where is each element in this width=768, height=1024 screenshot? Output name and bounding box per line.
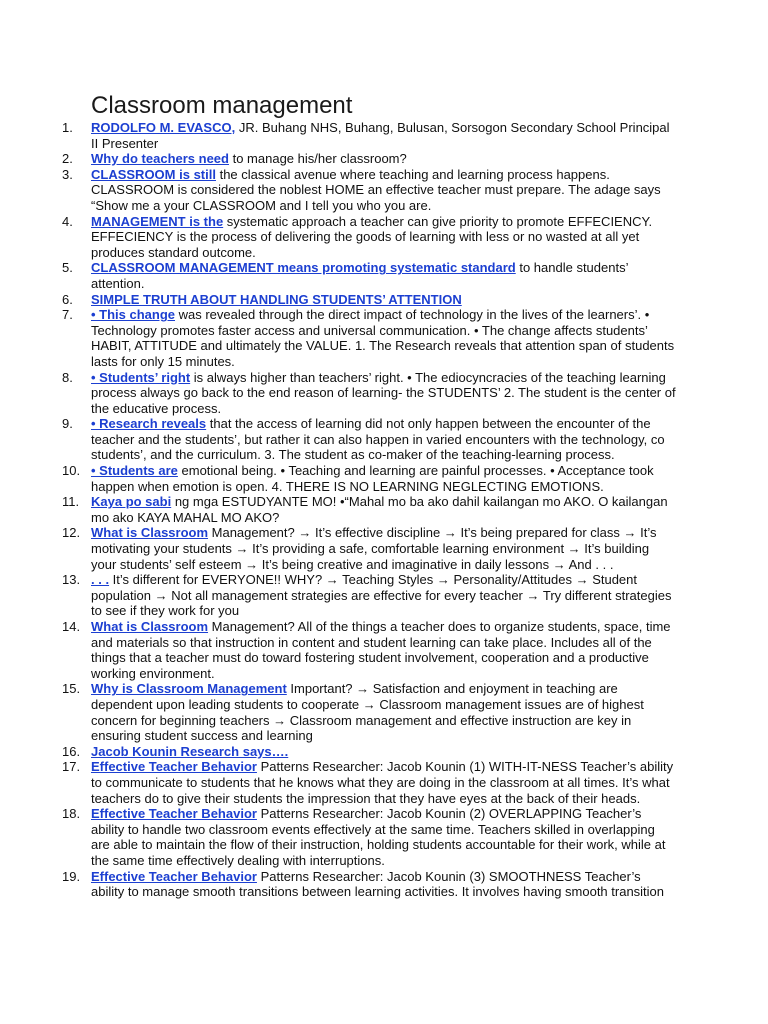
list-item-number	[56, 572, 86, 588]
slide-link[interactable]: • Research reveals	[91, 416, 207, 432]
list-item	[56, 494, 676, 525]
slide-link[interactable]: RODOLFO M. EVASCO,	[91, 120, 236, 135]
list-item-number	[56, 370, 86, 386]
list-item-number	[56, 167, 86, 183]
list-item	[56, 572, 676, 619]
list-item-number	[56, 416, 86, 432]
list-item-number-text: 11.	[62, 494, 80, 510]
list-item-number	[56, 307, 86, 323]
list-item-text: Patterns Researcher: Jacob Kounin (1) WITH-IT-NESS Teacher’s ability to communicate to students that he knows what they are doing in the classroom at all times. It’s what teachers do to give their students the impression that they have eyes at the back of their heads.	[91, 759, 674, 806]
list-item-number-text: 17.	[62, 759, 81, 775]
slide-link[interactable]: CLASSROOM is still	[91, 166, 216, 182]
list-item-number-text: 13.	[62, 572, 81, 588]
list-item-text: is always higher than teachers’ right. • The ediocyncracies of the teaching learning process always go back to the end reason of learning- the STUDENTS’ 2. The student is the center of the educative process.	[91, 369, 676, 416]
slide-link[interactable]: • Students are	[91, 463, 178, 479]
list-item	[56, 370, 676, 417]
list-item-text: Important? → Satisfaction and enjoyment in teaching are dependent upon leading students to cooperate → Classroom management issues are of highest concern for beginning teachers → Classroom management and effective instruction are key in ensuring student success and learning	[91, 681, 644, 744]
list-item-text: to handle students’ attention.	[91, 260, 628, 291]
list-item	[56, 619, 676, 681]
list-item	[56, 307, 676, 369]
list-item-number-text: 14.	[62, 619, 81, 634]
list-item	[56, 214, 676, 261]
list-item	[56, 869, 676, 900]
list-item	[56, 120, 676, 151]
slide-link[interactable]: Jacob Kounin Research says….	[91, 743, 289, 759]
slide-link[interactable]: CLASSROOM MANAGEMENT means promoting systematic standard	[91, 260, 516, 276]
slide-link[interactable]: Why do teachers need	[91, 151, 229, 167]
list-item-text: Patterns Researcher: Jacob Kounin (3) SMOOTHNESS Teacher’s ability to manage smooth transitions between learning activities. It involves having smooth transition	[91, 868, 665, 900]
list-item-number-text: 5.	[62, 260, 73, 276]
list-item-number	[56, 494, 86, 510]
list-item-number	[56, 759, 86, 775]
list-item-text: to manage his/her classroom?	[228, 151, 407, 167]
list-item-number-text: 16.	[62, 743, 81, 759]
list-item	[56, 463, 676, 494]
list-item-number	[56, 260, 86, 276]
slide-link[interactable]: Why is Classroom Management	[91, 681, 287, 697]
list-item-number-text: 7.	[62, 307, 73, 323]
slide-link[interactable]: What is Classroom	[91, 619, 209, 634]
list-item-text: JR. Buhang NHS, Buhang, Bulusan, Sorsogon Secondary School Principal II Presenter	[91, 120, 670, 151]
slide-link[interactable]: . . .	[91, 572, 110, 588]
list-item-number-text: 18.	[62, 806, 81, 822]
slide-link[interactable]: SIMPLE TRUTH ABOUT HANDLING STUDENTS’ ATTENTION	[91, 291, 462, 307]
page-title: Classroom management	[91, 92, 353, 119]
list-item-number	[56, 151, 86, 167]
slide-link[interactable]: Effective Teacher Behavior	[91, 806, 257, 822]
list-item	[56, 744, 676, 760]
list-item-text: emotional being. • Teaching and learning are painful processes. • Acceptance took happen when emotion is open. 4. THERE IS NO LEARNING NEGLECTING EMOTIONS.	[91, 463, 654, 494]
list-item-text: that the access of learning did not only happen between the encounter of the teacher and the students’, but rather it can also happen in varied encounters with the technology, co students’, and the curriculum. 3. The student as co-maker of the teaching-learning process.	[91, 416, 665, 463]
list-item	[56, 806, 676, 868]
list-item-number	[56, 869, 86, 885]
list-item-number-text: 12.	[62, 525, 81, 541]
list-item-number-text: 10.	[62, 463, 81, 479]
list-item-number-text: 9.	[62, 416, 73, 432]
list-item	[56, 167, 676, 214]
list-item	[56, 416, 676, 463]
list-item-text: Management? All of the things a teacher does to organize students, space, time and materials so that instruction in content and student learning can take place. Includes all of the things that a teacher must do toward fostering student involvement, cooperation and a productive working environment.	[91, 619, 671, 681]
list-item-number-text: 1.	[62, 120, 73, 135]
slide-link[interactable]: • Students’ right	[91, 369, 191, 385]
list-item-number	[56, 806, 86, 822]
list-item-text: Patterns Researcher: Jacob Kounin (2) OVERLAPPING Teacher’s ability to handle two classroom events effectively at the same time. Teachers skilled in overlapping are able to maintain the flow of their instruction, holding students accountable for their work, while at the same time effectively dealing with interruptions.	[91, 806, 666, 868]
list-item-number	[56, 214, 86, 230]
list-item-text: the classical avenue where teaching and learning process happens. CLASSROOM is considered the noblest HOME an effective teacher must prepare. The adage says “Show me a your CLASSROOM and I tell you who you are.	[91, 166, 661, 213]
list-item	[56, 759, 676, 806]
list-item-number-text: 4.	[62, 213, 73, 229]
list-item-number	[56, 525, 86, 541]
list-item-number-text: 8.	[62, 369, 73, 385]
slide-link[interactable]: MANAGEMENT is the	[91, 213, 224, 229]
list-item	[56, 260, 676, 291]
list-item	[56, 681, 676, 743]
list-item-number-text: 15.	[62, 681, 81, 697]
list-item-number-text: 3.	[62, 166, 73, 182]
list-item-text: It’s different for EVERYONE!! WHY? → Teaching Styles → Personality/Attitudes → Student population → Not all management strategies are effective for every teacher → Try different strategies to see if they work for you	[91, 572, 672, 619]
list-item-number-text: 19.	[62, 868, 81, 884]
list-item-text: Management? → It’s effective discipline → It’s being prepared for class → It’s motivating your students → It’s providing a safe, comfortable learning environment → It’s building your students’ self esteem → It’s being creative and imaginative in daily lessons → And . . .	[91, 525, 657, 572]
slide-link[interactable]: Kaya po sabi	[91, 494, 172, 510]
slide-link[interactable]: Effective Teacher Behavior	[91, 759, 257, 775]
numbered-list	[56, 120, 676, 900]
list-item	[56, 292, 676, 308]
slide-link[interactable]: Effective Teacher Behavior	[91, 868, 257, 884]
list-item-number-text: 6.	[62, 291, 73, 307]
list-item-text: was revealed through the direct impact of technology in the lives of the learners’. • Technology promotes faster access and universal communication. • The change affects students’ HABIT, ATTITUDE and ultimately the VALUE. 1. The Research reveals that attention span of students lasts for only 15 minutes.	[91, 307, 675, 369]
list-item-number	[56, 744, 86, 760]
list-item-text: systematic approach a teacher can give priority to promote EFFECIENCY. EFFECIENCY is the process of delivering the goods of learning with less or no wasted at all yet produces standard outcome.	[91, 213, 653, 260]
slide-link[interactable]: • This change	[91, 307, 176, 323]
list-item-text: ng mga ESTUDYANTE MO! •“Mahal mo ba ako dahil kailangan mo AKO. O kailangan mo ako KAYA MAHAL MO AKO?	[91, 494, 668, 525]
list-item-number	[56, 292, 86, 308]
list-item-number	[56, 463, 86, 479]
list-item	[56, 151, 676, 167]
list-item-number-text: 2.	[62, 151, 73, 167]
list-item-number	[56, 681, 86, 697]
list-item-number	[56, 619, 86, 635]
list-item	[56, 525, 676, 572]
slide-link[interactable]: What is Classroom	[91, 525, 209, 541]
list-item-number	[56, 120, 86, 136]
